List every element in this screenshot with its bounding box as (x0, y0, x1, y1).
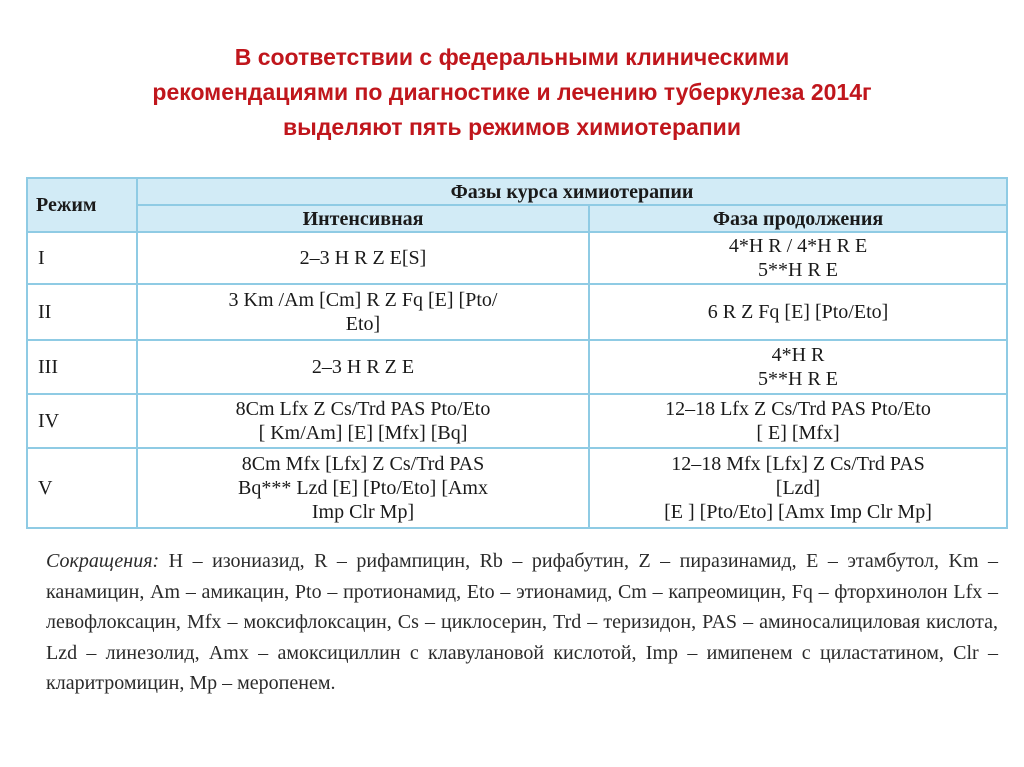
mode-cell: III (27, 340, 137, 394)
title-line-1: В соответствии с федеральными клиническими (234, 44, 790, 70)
table-row (27, 448, 1007, 528)
cell-line: 5**H R E (758, 368, 838, 390)
mode-cell: II (27, 284, 137, 340)
header-mode: Режим (27, 178, 137, 232)
cell-line: Eto] (345, 313, 381, 335)
cell-line: 12–18 Mfx [Lfx] Z Cs/Trd PAS (671, 453, 925, 475)
cell-line: 6 R Z Fq [E] [Pto/Eto] (707, 301, 889, 323)
abbreviations-note (46, 546, 998, 699)
intensive-cell (137, 394, 589, 448)
cell-line: 4*H R (771, 344, 825, 366)
chemotherapy-regimens-table (26, 177, 1008, 529)
header-phases: Фазы курса химиотерапии (137, 178, 1007, 205)
mode-cell: IV (27, 394, 137, 448)
continuation-cell (589, 448, 1007, 528)
cell-line: 2–3 H R Z E[S] (299, 247, 427, 269)
table-row (27, 394, 1007, 448)
cell-line: 12–18 Lfx Z Cs/Trd PAS Pto/Eto (665, 398, 931, 420)
title-line-3: выделяют пять режимов химиотерапии (283, 114, 741, 140)
intensive-cell (137, 232, 589, 284)
intensive-cell (137, 448, 589, 528)
continuation-cell (589, 394, 1007, 448)
continuation-cell (589, 340, 1007, 394)
mode-cell: I (27, 232, 137, 284)
table-row (27, 284, 1007, 340)
intensive-cell (137, 284, 589, 340)
abbreviations-label: Сокращения: (46, 550, 160, 572)
cell-line: Imp Clr Mp] (311, 501, 415, 523)
cell-line: Bq*** Lzd [E] [Pto/Eto] [Amx (238, 477, 488, 499)
cell-line: 2–3 H R Z E (311, 356, 415, 378)
slide-title (40, 40, 984, 145)
intensive-cell (137, 340, 589, 394)
mode-cell: V (27, 448, 137, 528)
continuation-cell (589, 232, 1007, 284)
cell-line: 4*H R / 4*H R E (728, 235, 868, 257)
table-row (27, 340, 1007, 394)
abbreviations-text: H – изониазид, R – рифампицин, Rb – рифабутин, Z – пиразинамид, E – этамбутол, Km – канамицин, Am – амикацин, Pto – протионамид, Eto – этионамид, Cm – капреомицин, Fq – фторхинолон Lfx – левофлоксацин, Mfx – моксифлоксацин, Cs – циклосерин, Trd – теризидон, PAS – аминосалициловая кислота, Lzd – линезолид, Amx – амоксициллин с клавулановой кислотой, Imp – имипенем с циластатином, Clr – кларитромицин, Mp – меропенем. (46, 550, 998, 694)
header-continuation: Фаза продолжения (589, 205, 1007, 232)
table-row (27, 232, 1007, 284)
cell-line: [Lzd] (775, 477, 821, 499)
cell-line: 5**H R E (758, 259, 838, 281)
cell-line: [E ] [Pto/Eto] [Amx Imp Clr Mp] (664, 501, 932, 523)
cell-line: 8Cm Mfx [Lfx] Z Cs/Trd PAS (241, 453, 485, 475)
title-line-2: рекомендациями по диагностике и лечению туберкулеза 2014г (152, 79, 872, 105)
cell-line: 8Cm Lfx Z Cs/Trd PAS Pto/Eto (235, 398, 491, 420)
cell-line: 3 Km /Am [Cm] R Z Fq [E] [Pto/ (228, 289, 498, 311)
header-intensive: Интенсивная (137, 205, 589, 232)
cell-line: [ E] [Mfx] (756, 422, 840, 444)
continuation-cell (589, 284, 1007, 340)
cell-line: [ Km/Am] [E] [Mfx] [Bq] (258, 422, 468, 444)
